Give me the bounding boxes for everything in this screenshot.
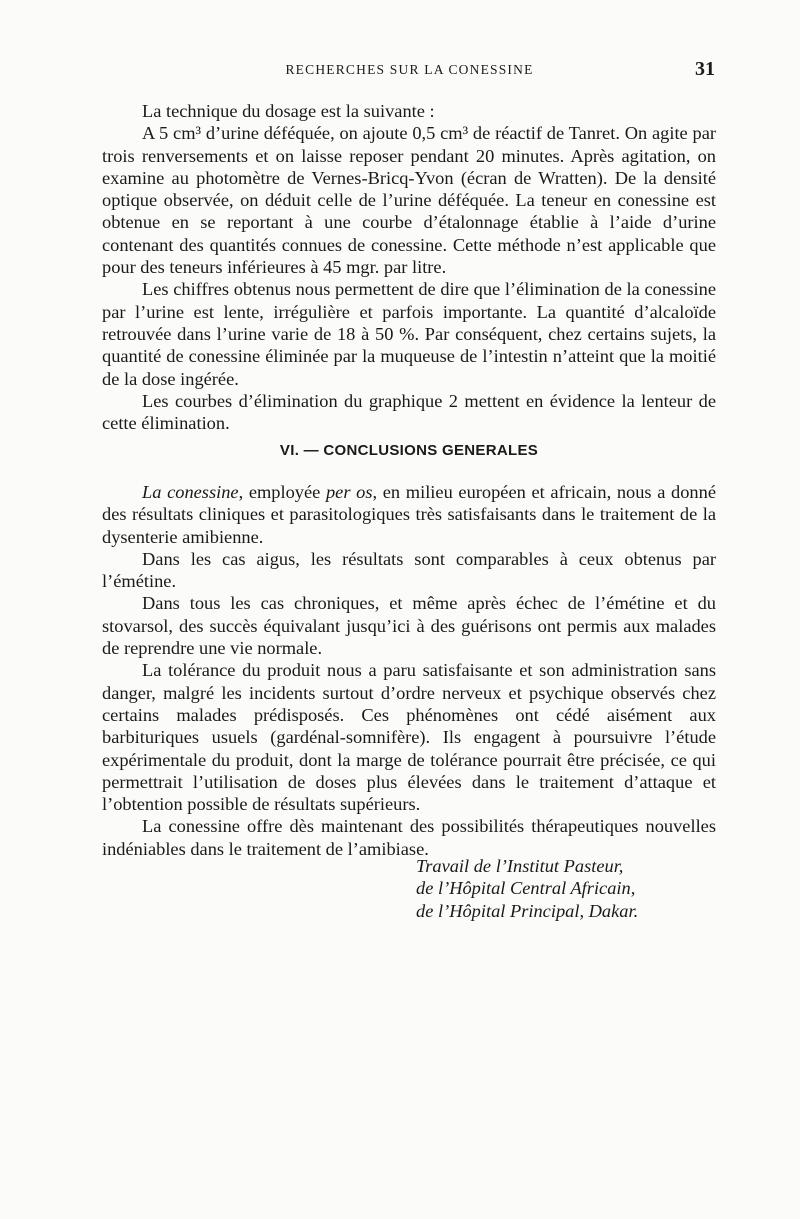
text-run: , employée xyxy=(238,482,326,502)
analysis-section xyxy=(102,100,716,434)
text-run: , en milieu européen et africain, nous a donné des résultats cliniques et parasitologiques très satisfaisants dans le traitement de la dysenterie amibienne. xyxy=(102,482,716,547)
running-head: RECHERCHES SUR LA CONESSINE xyxy=(285,62,534,77)
paragraph: La technique du dosage est la suivante : xyxy=(142,101,435,121)
paragraph: La conessine offre dès maintenant des possibilités thérapeutiques nouvelles indéniables dans le traitement de l’amibiase. xyxy=(102,816,716,859)
paragraph: Dans les cas aigus, les résultats sont comparables à ceux obtenus par l’émétine. xyxy=(102,548,716,592)
page-number: 31 xyxy=(695,58,715,80)
signature-line: de l’Hôpital Central Africain, xyxy=(416,878,636,899)
section-heading: VI. — CONCLUSIONS GENERALES xyxy=(279,442,539,459)
conclusions-section xyxy=(102,481,716,860)
paragraph: La tolérance du produit nous a paru satisfaisante et son administration sans danger, malgré les incidents surtout d’ordre nerveux et psychique observés chez certains malades prédisposés. Ces phénomènes ont cédé aisément aux barbituriques usuels (gardénal-somnifère). Ils engagent à poursuivre l’étude expérimentale du produit, dont la marge de tolérance pourrait être précisée, ce qui permettrait l’utilisation de doses plus élevées dans le traitement d’attaque et l’obtention possible de résultats supérieurs. xyxy=(102,660,716,815)
paragraph: Dans tous les cas chroniques, et même après échec de l’émétine et du stovarsol, des succès équivalant jusqu’ici à des guérisons ont permis aux malades de reprendre une vie normale. xyxy=(102,593,716,659)
paragraph: Les chiffres obtenus nous permettent de dire que l’élimination de la conessine par l’urine est lente, irrégulière et parfois importante. La quantité d’alcaloïde retrouvée dans l’urine varie de 18 à 50 %. Par conséquent, chez certains sujets, la quantité de conessine éliminée par la muqueuse de l’intestin n’atteint que la moitié de la dose ingérée. xyxy=(102,279,716,389)
paragraph xyxy=(102,481,716,548)
paragraph: A 5 cm³ d’urine déféquée, on ajoute 0,5 cm³ de réactif de Tanret. On agite par trois renversements et on laisse reposer pendant 20 minutes. Après agitation, on examine au photomètre de Vernes-Bricq-Yvon (écran de Wratten). De la densité optique observée, on déduit celle de l’urine déféquée. La teneur en conessine est obtenue en se reportant à une courbe d’étalonnage établie à l’aide d’urine contenant des quantités connues de conessine. Cette méthode n’est applicable que pour des teneurs inférieures à 45 mgr. par litre. xyxy=(102,123,716,278)
paragraph: Les courbes d’élimination du graphique 2 mettent en évidence la lenteur de cette élimination. xyxy=(102,390,716,434)
signature-line: Travail de l’Institut Pasteur, xyxy=(416,856,624,876)
signature-line: de l’Hôpital Principal, Dakar. xyxy=(416,900,639,921)
institution-signature xyxy=(416,855,736,922)
italic-term: La conessine xyxy=(142,482,239,502)
italic-term: per os xyxy=(325,482,373,502)
